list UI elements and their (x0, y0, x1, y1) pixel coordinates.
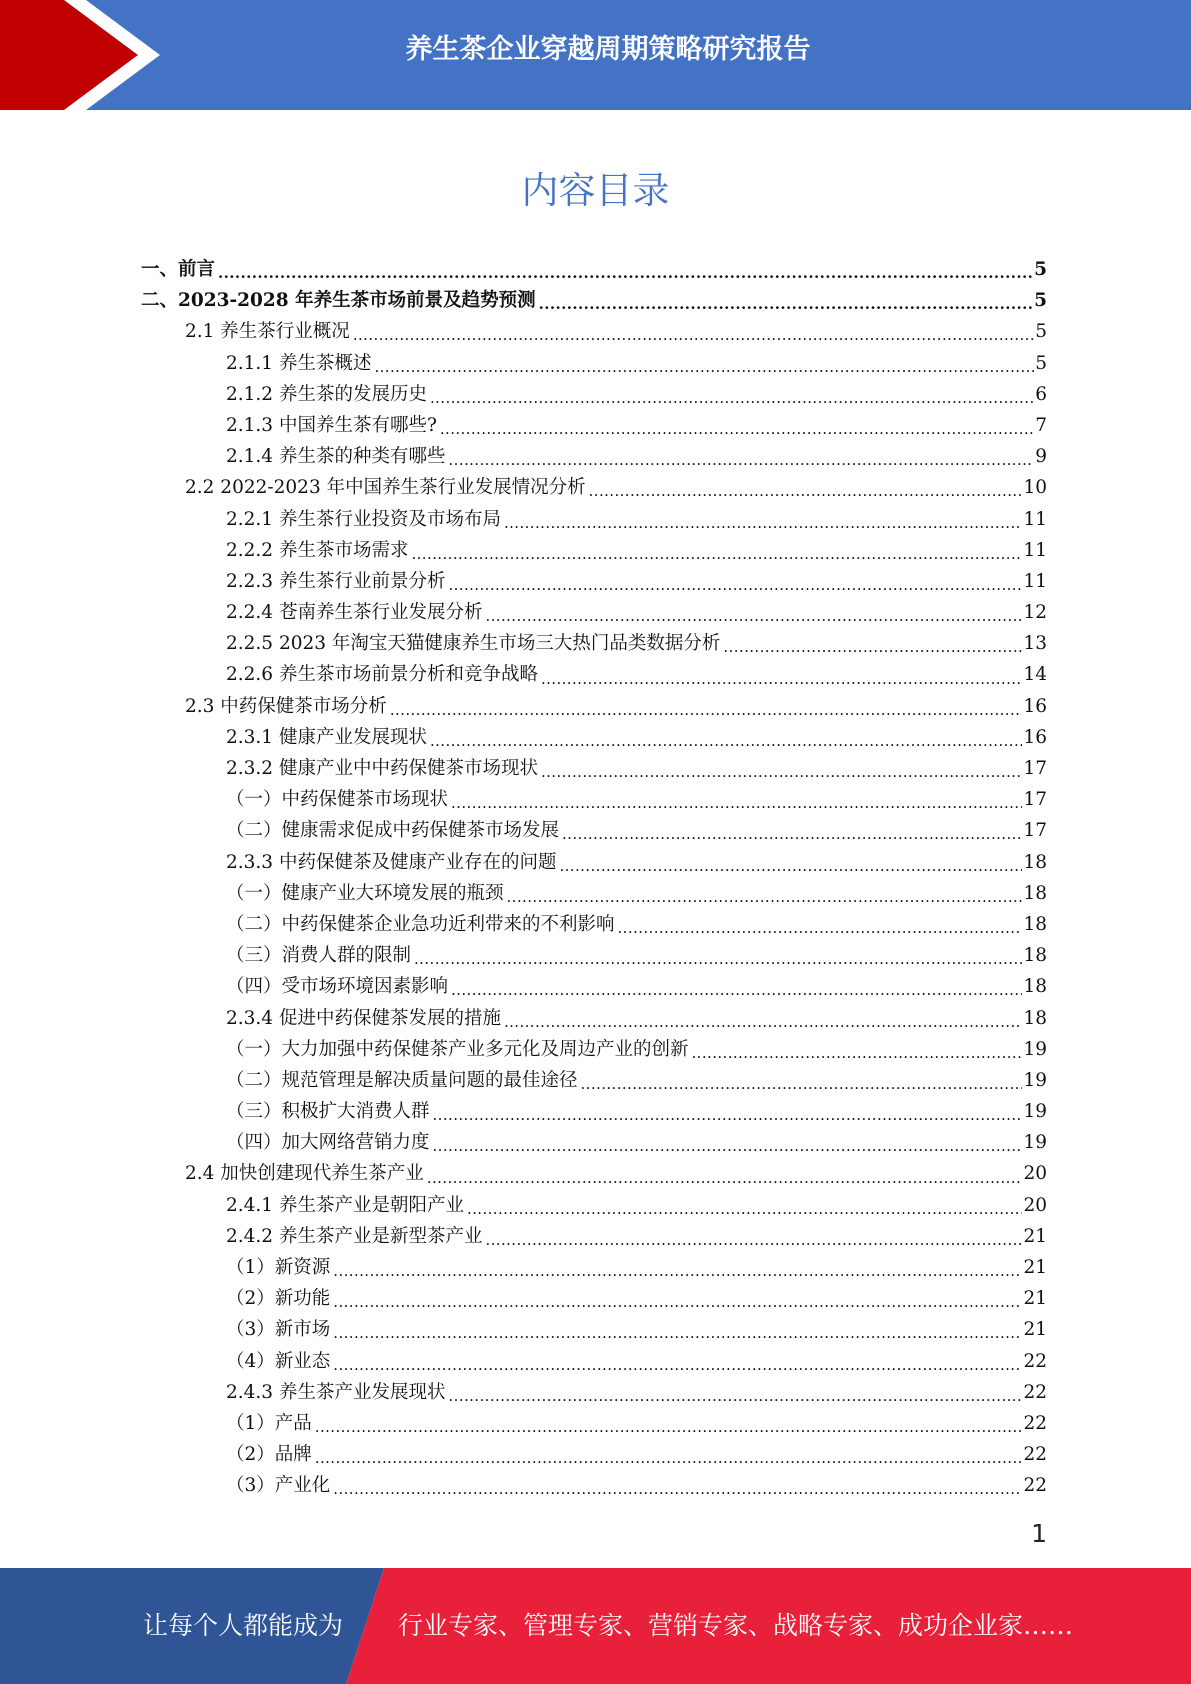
toc-dot-leader (467, 1190, 1022, 1221)
toc-entry-page: 18 (1023, 1007, 1047, 1029)
toc-entry[interactable] (0, 784, 1191, 815)
toc-dot-leader (430, 379, 1034, 410)
toc-entry-title: （一）健康产业大环境发展的瓶颈 (226, 882, 504, 904)
toc-entry[interactable] (0, 1377, 1191, 1408)
toc-entry[interactable] (0, 878, 1191, 909)
toc-entry[interactable] (0, 285, 1191, 316)
toc-dot-leader (315, 1439, 1023, 1470)
toc-entry[interactable] (0, 1221, 1191, 1252)
toc-entry[interactable] (0, 1408, 1191, 1439)
toc-entry-page: 18 (1023, 851, 1047, 873)
toc-dot-leader (315, 1408, 1023, 1439)
toc-entry-title: （二）健康需求促成中药保健茶市场发展 (226, 820, 560, 842)
toc-dot-leader (504, 504, 1022, 535)
toc-entry-title: （三）消费人群的限制 (226, 945, 412, 967)
toc-entry[interactable] (0, 254, 1191, 285)
toc-entry-page: 19 (1023, 1101, 1047, 1123)
toc-entry-title: （二）规范管理是解决质量问题的最佳途径 (226, 1069, 578, 1091)
toc-entry-title: 二、2023-2028 年养生茶市场前景及趋势预测 (141, 290, 536, 312)
toc-entry-page: 14 (1023, 664, 1047, 686)
toc-entry-title: （2）品牌 (226, 1444, 312, 1466)
toc-entry[interactable] (0, 1096, 1191, 1127)
toc-entry[interactable] (0, 348, 1191, 379)
toc-entry[interactable] (0, 628, 1191, 659)
toc-entry-page: 22 (1023, 1412, 1047, 1434)
toc-entry-page: 22 (1023, 1381, 1047, 1403)
toc-entry[interactable] (0, 316, 1191, 347)
toc-entry-page: 10 (1023, 477, 1047, 499)
toc-dot-leader (589, 472, 1023, 503)
toc-entry-title: 2.2.3 养生茶行业前景分析 (226, 570, 446, 592)
toc-dot-leader (414, 940, 1022, 971)
toc-dot-leader (485, 1221, 1022, 1252)
toc-entry-title: 2.3.3 中药保健茶及健康产业存在的问题 (226, 851, 557, 873)
toc-entry-page: 17 (1023, 789, 1047, 811)
toc-entry-page: 18 (1023, 945, 1047, 967)
toc-dot-leader (507, 878, 1023, 909)
toc-entry-page: 5 (1034, 290, 1047, 312)
toc-entry-page: 17 (1023, 820, 1047, 842)
toc-entry-title: 2.2.4 苍南养生茶行业发展分析 (226, 602, 483, 624)
toc-dot-leader (333, 1346, 1022, 1377)
toc-entry-page: 21 (1023, 1257, 1047, 1278)
toc-entry-page: 22 (1023, 1350, 1047, 1372)
toc-entry[interactable] (0, 971, 1191, 1002)
toc-entry-title: 2.4.1 养生茶产业是朝阳产业 (226, 1194, 464, 1216)
toc-dot-leader (485, 597, 1022, 628)
footer-slogan-left: 让每个人都能成为 (143, 1611, 344, 1640)
toc-entry-title: （三）积极扩大消费人群 (226, 1101, 430, 1123)
footer-slogan-right: 行业专家、管理专家、营销专家、战略专家、成功企业家…… (398, 1611, 1074, 1640)
toc-entry-title: 2.2.1 养生茶行业投资及市场布局 (226, 508, 501, 530)
toc-entry-title: 2.3 中药保健茶市场分析 (185, 695, 387, 717)
toc-entry-page: 12 (1023, 602, 1047, 624)
toc-entry-page: 6 (1035, 383, 1047, 405)
toc-entry-page: 18 (1023, 882, 1047, 904)
toc-entry[interactable] (0, 909, 1191, 940)
toc-entry[interactable] (0, 1283, 1191, 1314)
toc-dot-leader (541, 753, 1022, 784)
toc-entry-title: 2.4 加快创建现代养生茶产业 (185, 1163, 424, 1185)
toc-entry[interactable] (0, 410, 1191, 441)
toc-entry[interactable] (0, 1034, 1191, 1065)
toc-entry[interactable] (0, 1158, 1191, 1189)
toc-entry[interactable] (0, 722, 1191, 753)
toc-entry[interactable] (0, 1346, 1191, 1377)
toc-entry-title: （3）产业化 (226, 1475, 331, 1497)
footer-banner (0, 1568, 1191, 1684)
toc-entry-title: 2.1.3 中国养生茶有哪些? (226, 414, 437, 436)
toc-dot-leader (539, 285, 1034, 316)
toc-entry-page: 19 (1023, 1132, 1047, 1154)
toc-dot-leader (448, 1377, 1022, 1408)
toc-entry[interactable] (0, 566, 1191, 597)
toc-entry-title: 2.3.4 促进中药保健茶发展的措施 (226, 1007, 501, 1029)
toc-entry-page: 17 (1023, 758, 1047, 779)
toc-entry[interactable] (0, 504, 1191, 535)
toc-dot-leader (333, 1314, 1022, 1345)
toc-entry-page: 21 (1023, 1288, 1047, 1310)
toc-entry-page: 16 (1023, 695, 1047, 717)
toc-dot-leader (440, 410, 1034, 441)
toc-dot-leader (390, 691, 1023, 722)
toc-entry-page: 16 (1023, 726, 1047, 748)
toc-entry-title: 2.1.2 养生茶的发展历史 (226, 383, 427, 405)
toc-entry-page: 18 (1023, 913, 1047, 935)
toc-entry[interactable] (0, 379, 1191, 410)
toc-entry[interactable] (0, 659, 1191, 690)
toc-entry-page: 5 (1034, 259, 1047, 280)
toc-entry-page: 22 (1023, 1475, 1047, 1497)
toc-entry-title: 2.1 养生茶行业概况 (185, 321, 350, 343)
toc-entry-page: 11 (1023, 508, 1047, 530)
header-banner (0, 0, 1191, 110)
toc-entry-title: 2.1.4 养生茶的种类有哪些 (226, 446, 446, 468)
toc-entry-page: 11 (1023, 570, 1047, 592)
toc-entry-title: （1）产品 (226, 1412, 312, 1434)
toc-entry-page: 13 (1023, 633, 1047, 655)
toc-entry[interactable] (0, 815, 1191, 846)
toc-entry[interactable] (0, 1470, 1191, 1501)
toc-entry-title: （3）新市场 (226, 1319, 331, 1341)
toc-dot-leader (448, 441, 1034, 472)
toc-dot-leader (692, 1034, 1023, 1065)
toc-dot-leader (723, 628, 1022, 659)
toc-entry-page: 22 (1023, 1444, 1047, 1466)
toc-entry-page: 19 (1023, 1069, 1047, 1091)
toc-entry[interactable] (0, 1190, 1191, 1221)
toc-entry-page: 21 (1023, 1225, 1047, 1247)
toc-dot-leader (618, 909, 1023, 940)
toc-dot-leader (504, 1003, 1022, 1034)
toc-dot-leader (333, 1252, 1022, 1283)
toc-dot-leader (559, 847, 1022, 878)
toc-dot-leader (448, 566, 1022, 597)
toc-dot-leader (541, 660, 1022, 691)
toc-entry[interactable] (0, 441, 1191, 472)
toc-entry[interactable] (0, 1127, 1191, 1158)
toc-entry-page: 21 (1023, 1319, 1047, 1341)
toc-entry-title: 2.2.2 养生茶市场需求 (226, 539, 409, 561)
toc-entry-title: 2.1.1 养生茶概述 (226, 352, 372, 374)
toc-entry-page: 5 (1035, 352, 1047, 374)
toc-dot-leader (218, 254, 1033, 285)
toc-dot-leader (581, 1065, 1023, 1096)
toc-entry-title: 2.3.1 健康产业发展现状 (226, 726, 427, 748)
toc-entry[interactable] (0, 597, 1191, 628)
toc-entry[interactable] (0, 472, 1191, 503)
toc-entry[interactable] (0, 1439, 1191, 1470)
toc-entry-page: 9 (1035, 446, 1047, 468)
toc-entry-title: （一）大力加强中药保健茶产业多元化及周边产业的创新 (226, 1038, 689, 1060)
toc-dot-leader (430, 722, 1022, 753)
toc-entry-title: （1）新资源 (226, 1257, 331, 1278)
toc-dot-leader (562, 815, 1022, 846)
toc-entry-page: 5 (1035, 321, 1047, 343)
report-title: 养生茶企业穿越周期策略研究报告 (405, 34, 811, 65)
page-number: 1 (1031, 1519, 1047, 1548)
toc-title: 内容目录 (521, 169, 670, 212)
toc-entry-title: 一、前言 (141, 259, 216, 280)
toc-entry-page: 11 (1023, 539, 1047, 561)
toc-entry[interactable] (0, 1003, 1191, 1034)
toc-dot-leader (451, 784, 1022, 815)
toc-entry-title: 2.4.3 养生茶产业发展现状 (226, 1381, 446, 1403)
toc-entry-title: （一）中药保健茶市场现状 (226, 789, 449, 811)
toc-entry[interactable] (0, 1314, 1191, 1345)
toc-dot-leader (333, 1470, 1022, 1501)
toc-dot-leader (451, 971, 1022, 1002)
toc-dot-leader (433, 1096, 1023, 1127)
toc-entry-title: 2.4.2 养生茶产业是新型茶产业 (226, 1225, 483, 1247)
table-of-contents (0, 254, 1191, 1502)
toc-dot-leader (427, 1159, 1023, 1190)
toc-entry-title: （四）受市场环境因素影响 (226, 976, 449, 998)
toc-entry[interactable] (0, 753, 1191, 784)
toc-entry-title: 2.2.5 2023 年淘宝天猫健康养生市场三大热门品类数据分析 (226, 633, 721, 655)
toc-dot-leader (353, 316, 1034, 347)
toc-entry[interactable] (0, 1252, 1191, 1283)
toc-entry-title: 2.2.6 养生茶市场前景分析和竞争战略 (226, 664, 538, 686)
toc-entry-title: （4）新业态 (226, 1350, 331, 1372)
toc-entry-title: （四）加大网络营销力度 (226, 1132, 430, 1154)
toc-dot-leader (433, 1127, 1023, 1158)
toc-entry-title: （2）新功能 (226, 1288, 331, 1310)
toc-dot-leader (333, 1283, 1022, 1314)
toc-entry[interactable] (0, 847, 1191, 878)
toc-entry-page: 19 (1023, 1038, 1047, 1060)
toc-entry[interactable] (0, 691, 1191, 722)
toc-entry[interactable] (0, 535, 1191, 566)
toc-entry-page: 20 (1023, 1163, 1047, 1185)
toc-entry[interactable] (0, 1065, 1191, 1096)
toc-entry-title: 2.2 2022-2023 年中国养生茶行业发展情况分析 (185, 477, 586, 499)
toc-dot-leader (411, 535, 1022, 566)
toc-entry-page: 20 (1023, 1194, 1047, 1216)
toc-entry-page: 7 (1035, 414, 1047, 436)
toc-entry-title: 2.3.2 健康产业中中药保健茶市场现状 (226, 758, 538, 779)
toc-entry-page: 18 (1023, 976, 1047, 998)
toc-entry[interactable] (0, 940, 1191, 971)
toc-dot-leader (374, 348, 1034, 379)
toc-entry-title: （二）中药保健茶企业急功近利带来的不利影响 (226, 913, 615, 935)
